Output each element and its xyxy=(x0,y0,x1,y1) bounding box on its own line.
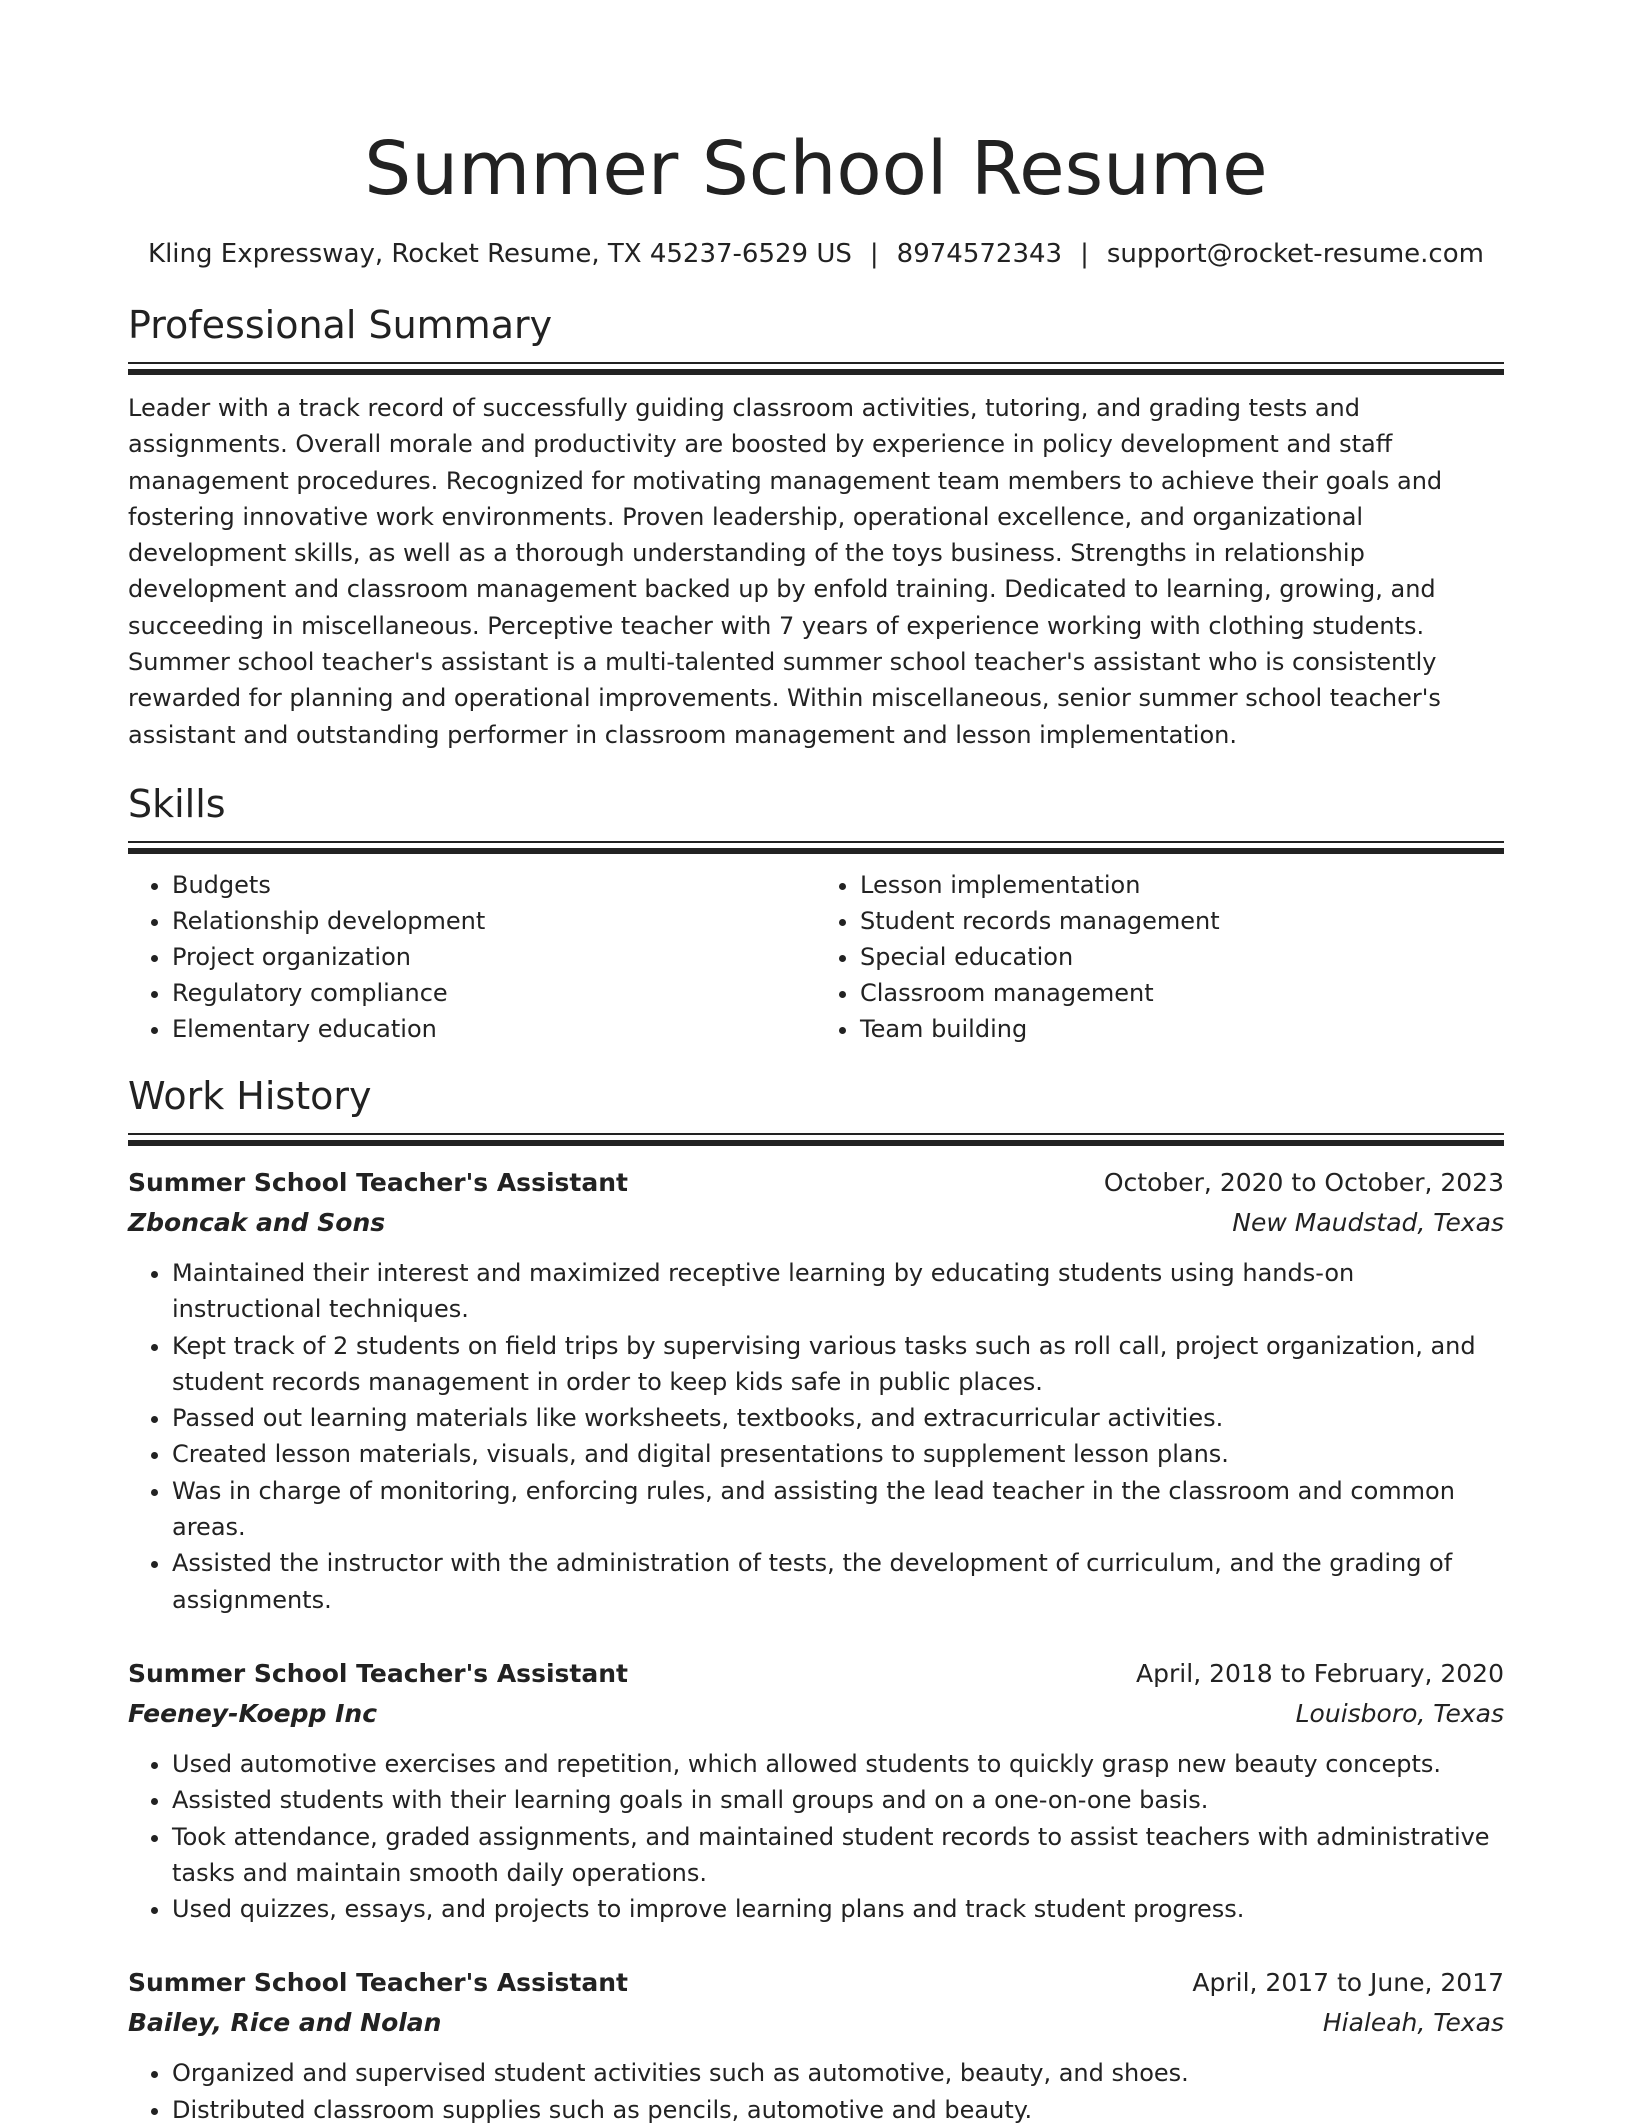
contact-phone: 8974572343 xyxy=(896,239,1063,269)
job-bullets xyxy=(128,1255,1504,1618)
skill-item: • Special education xyxy=(860,939,1504,975)
skills-column-left xyxy=(128,867,816,1047)
job-entry xyxy=(128,1654,1504,1927)
job-company: Bailey, Rice and Nolan xyxy=(128,2008,442,2038)
section-heading: Skills xyxy=(128,781,226,826)
skills-column-right xyxy=(816,867,1504,1047)
job-subheader xyxy=(128,1203,1504,1243)
skill-item: • Project organization xyxy=(172,939,816,975)
job-bullet: • Kept track of 2 students on field trips by supervising various tasks such as roll call, project organization, and student records management in order to keep kids safe in public places. xyxy=(172,1328,1504,1401)
skill-item: • Team building xyxy=(860,1011,1504,1047)
job-header xyxy=(128,1963,1504,2003)
job-bullets xyxy=(128,2055,1504,2128)
section-divider xyxy=(128,841,1504,853)
job-subheader xyxy=(128,2003,1504,2043)
job-bullet: • Distributed classroom supplies such as pencils, automotive and beauty. xyxy=(172,2092,1504,2128)
job-subheader xyxy=(128,1694,1504,1734)
job-dates: April, 2018 to February, 2020 xyxy=(1136,1658,1504,1688)
job-dates: October, 2020 to October, 2023 xyxy=(1103,1167,1504,1197)
job-bullet: • Was in charge of monitoring, enforcing rules, and assisting the lead teacher in the classroom and common areas. xyxy=(172,1473,1504,1546)
job-bullet: • Created lesson materials, visuals, and digital presentations to supplement lesson plans. xyxy=(172,1436,1504,1472)
contact-separator: | xyxy=(869,239,879,269)
skill-item: • Lesson implementation xyxy=(860,867,1504,903)
job-bullet: • Took attendance, graded assignments, and maintained student records to assist teachers with administrative tasks and maintain smooth daily operations. xyxy=(172,1819,1504,1892)
contact-email: support@rocket-resume.com xyxy=(1106,239,1484,269)
job-header xyxy=(128,1654,1504,1694)
section-divider xyxy=(128,1133,1504,1145)
skills-section xyxy=(128,779,1504,1047)
work-history-section xyxy=(128,1071,1504,2128)
job-bullet: • Used quizzes, essays, and projects to improve learning plans and track student progress. xyxy=(172,1891,1504,1927)
job-bullet: • Maintained their interest and maximized receptive learning by educating students using hands-on instructional techniques. xyxy=(172,1255,1504,1328)
job-company: Feeney-Koepp Inc xyxy=(128,1698,378,1728)
job-location: Louisboro, Texas xyxy=(1295,1698,1504,1728)
summary-text: Leader with a track record of successfully guiding classroom activities, tutoring, and grading tests and assignments. Overall morale and productivity are boosted by experience in policy development and staff management procedures. Recognized for motivating management team members to achieve their goals and fostering innovative work environments. Proven leadership, operational excellence, and organizational development skills, as well as a thorough understanding of the toys business. Strengths in relationship development and classroom management backed up by enfold training. Dedicated to learning, growing, and succeeding in miscellaneous. Perceptive teacher with 7 years of experience working with clothing students. Summer school teacher's assistant is a multi-talented summer school teacher's assistant who is consistently rewarded for planning and operational improvements. Within miscellaneous, senior summer school teacher's assistant and outstanding performer in classroom management and lesson implementation. xyxy=(128,394,1443,749)
skill-item: • Regulatory compliance xyxy=(172,975,816,1011)
job-title: Summer School Teacher's Assistant xyxy=(128,1658,628,1688)
job-location: Hialeah, Texas xyxy=(1322,2008,1504,2038)
skill-item: • Elementary education xyxy=(172,1011,816,1047)
job-title: Summer School Teacher's Assistant xyxy=(128,1167,628,1197)
skill-item: • Student records management xyxy=(860,903,1504,939)
job-title: Summer School Teacher's Assistant xyxy=(128,1968,628,1998)
job-bullet: • Organized and supervised student activities such as automotive, beauty, and shoes. xyxy=(172,2055,1504,2091)
section-heading: Professional Summary xyxy=(128,303,553,347)
job-bullet: • Assisted the instructor with the administration of tests, the development of curriculum, and the grading of assignments. xyxy=(172,1545,1504,1618)
section-heading: Work History xyxy=(128,1073,372,1118)
section-divider xyxy=(128,362,1504,374)
job-company: Zboncak and Sons xyxy=(128,1207,386,1237)
job-location: New Maudstad, Texas xyxy=(1232,1207,1504,1237)
job-bullet: • Used automotive exercises and repetition, which allowed students to quickly grasp new beauty concepts. xyxy=(172,1746,1504,1782)
job-bullet: • Assisted students with their learning goals in small groups and on a one-on-one basis. xyxy=(172,1782,1504,1818)
contact-separator: | xyxy=(1080,239,1089,269)
professional-summary-section xyxy=(128,300,1504,753)
skill-item: • Relationship development xyxy=(172,903,816,939)
job-bullet: • Passed out learning materials like worksheets, textbooks, and extracurricular activities. xyxy=(172,1400,1504,1436)
job-bullets xyxy=(128,1746,1504,1927)
job-header xyxy=(128,1163,1504,1203)
skill-item: • Classroom management xyxy=(860,975,1504,1011)
job-entry xyxy=(128,1163,1504,1618)
skills-list xyxy=(128,867,1504,1047)
job-entry xyxy=(128,1963,1504,2128)
skill-item: • Budgets xyxy=(172,867,816,903)
resume-title: Summer School Resume xyxy=(364,126,1268,212)
job-dates: April, 2017 to June, 2017 xyxy=(1192,1968,1504,1998)
contact-address: Kling Expressway, Rocket Resume, TX 45237-6529 US xyxy=(148,239,852,269)
contact-line xyxy=(128,236,1504,272)
